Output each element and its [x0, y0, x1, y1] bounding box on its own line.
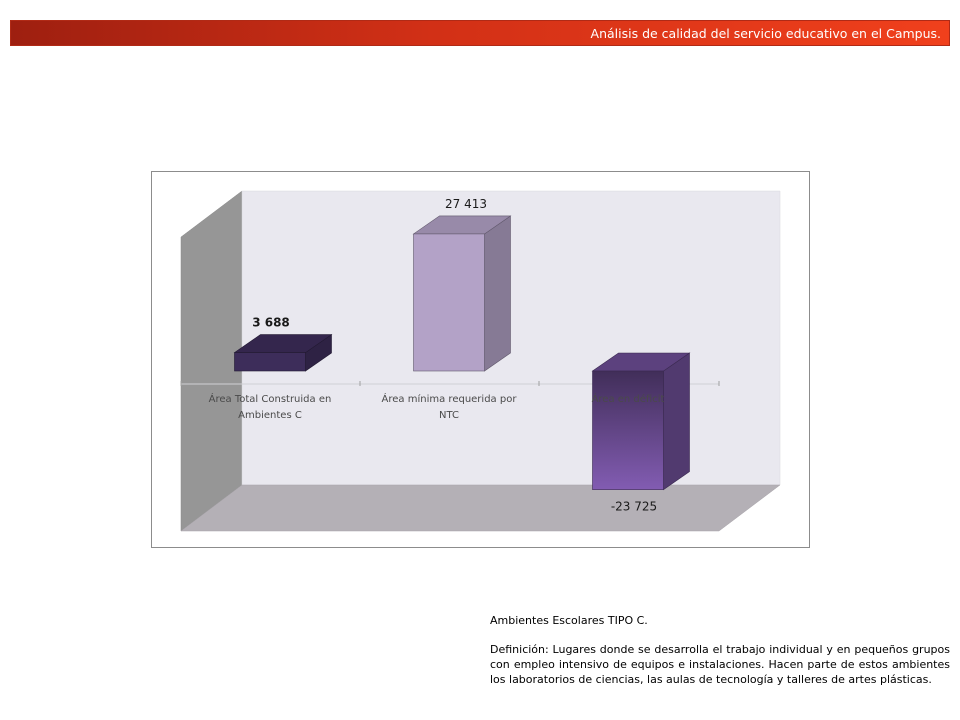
bar-side-face	[664, 353, 690, 490]
bar-1	[414, 216, 511, 371]
bar-front-face	[414, 234, 485, 371]
bar-chart-3d	[152, 172, 809, 547]
bar-front-face	[235, 353, 306, 371]
category-label: NTC	[439, 410, 459, 421]
chart-left-wall	[181, 191, 242, 531]
data-label: 3 688	[252, 315, 290, 330]
chart-floor	[181, 485, 780, 531]
description-heading: Ambientes Escolares TIPO C.	[490, 614, 648, 627]
description-block	[490, 613, 950, 687]
bar-2	[593, 353, 690, 490]
bar-side-face	[485, 216, 511, 371]
bar-front-face	[593, 371, 664, 490]
chart-container	[151, 171, 810, 548]
category-label: Área Total Construida en	[208, 394, 332, 405]
data-label: 27 413	[445, 196, 487, 211]
category-label: Área mínima requerida por	[381, 394, 517, 405]
description-body: Definición: Lugares donde se desarrolla el trabajo individual y en pequeños grupos con empleo intensivo de equipos e instalaciones. Hacen parte de estos ambientes los laboratorios de ciencias, las aulas de tecnología y talleres de artes plásticas.	[490, 643, 950, 686]
page-title: Análisis de calidad del servicio educativo en el Campus.	[590, 26, 941, 41]
data-label: -23 725	[610, 499, 658, 514]
header-bar	[10, 20, 950, 46]
category-label: Ambientes C	[238, 410, 302, 421]
category-label: Área en déficit	[591, 394, 665, 405]
